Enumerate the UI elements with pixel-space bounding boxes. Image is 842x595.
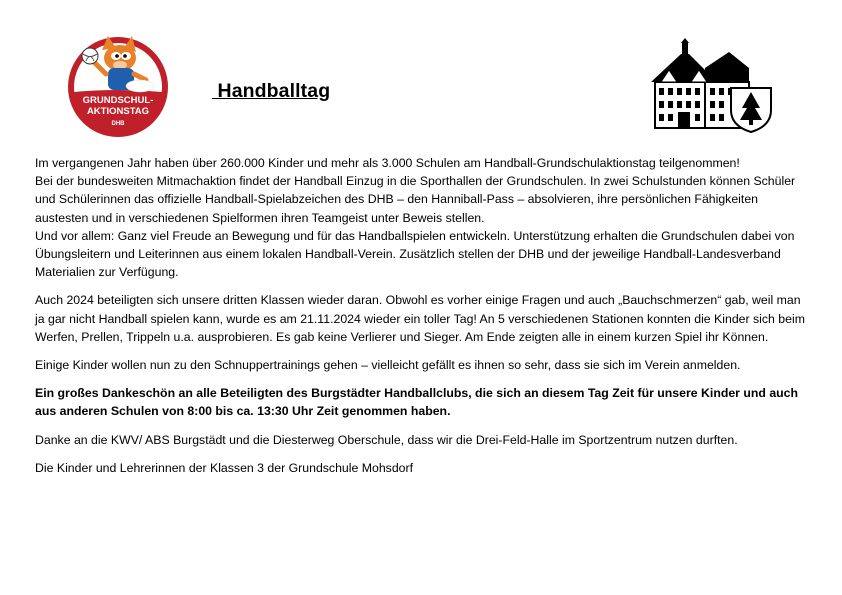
grundschulaktionstag-logo — [66, 30, 170, 140]
paragraph-aktion: Bei der bundesweiten Mitmachaktion findet der Handball Einzug in die Sporthallen der Grundschulen. In zwei Schulstunden können Schüler und Schülerinnen das offizielle Handball-Spielabzeichen des DHB – den Hanniball-Pass – absolvieren, ihre persönlichen Fähigkeiten austesten und in verschiedenen Spielformen ihren Teamgeist unter Beweis stellen. — [35, 174, 796, 225]
town-hall-crest-icon — [645, 38, 773, 134]
logo-text-line2: AKTIONSTAG — [86, 106, 150, 117]
paragraph-schnuppertraining: Einige Kinder wollen nun zu den Schnuppertrainings gehen – vielleicht gefällt es ihnen so sehr, dass sie sich im Verein anmelden. — [35, 358, 741, 373]
dhb-mark: DHB — [111, 121, 125, 127]
paragraph-2024: Auch 2024 beteiligten sich unsere dritten Klassen wieder daran. Obwohl es vorher einige Fragen und auch „Bauchschmerzen“ gab, weil man ja gar nicht Handball spielen kann, wurde es am 21.11.2024 wieder ein toller Tag! An 5 verschiedenen Stationen konnten die Kinder sich beim Werfen, Prellen, Trippeln u.a. ausprobieren. Es gab keine Verlierer und Sieger. Am Ende zeigten alle in einem kurzen Spiel ihr Können. — [35, 293, 805, 344]
paragraph-dankeschoen: Ein großes Dankeschön an alle Beteiligten des Burgstädter Handballclubs, die sich an diesem Tag Zeit für unsere Kinder und auch aus anderen Schulen von 8:00 bis ca. 13:30 Uhr Zeit genommen haben. — [35, 386, 799, 419]
grundschulaktionstag-logo-graphic — [66, 30, 170, 140]
paragraph-signature: Die Kinder und Lehrerinnen der Klassen 3 der Grundschule Mohsdorf — [35, 460, 414, 475]
paragraph-danke-halle: Danke an die KWV/ ABS Burgstädt und die Diesterweg Oberschule, dass wir die Drei-Feld-Halle im Sportzentrum nutzen durften. — [35, 432, 738, 447]
page-title: Handballtag — [212, 80, 331, 102]
paragraph-intro: Im vergangenen Jahr haben über 260.000 Kinder und mehr als 3.000 Schulen am Handball-Grundschulaktionstag teilgenommen! — [35, 156, 740, 170]
town-hall-graphic — [645, 38, 773, 134]
logo-text-line1: GRUNDSCHUL- — [82, 95, 154, 106]
article-body — [35, 154, 810, 477]
paragraph-freude: Und vor allem: Ganz viel Freude an Bewegung und für das Handballspielen entwickeln. Unterstützung erhalten die Grundschulen dabei von Übungsleitern und Leiterinnen aus einem lokalen Handball-Verein. Zusätzlich stellen der DHB und der jeweilige Handball-Landesverband Materialien zur Verfügung. — [35, 228, 795, 280]
